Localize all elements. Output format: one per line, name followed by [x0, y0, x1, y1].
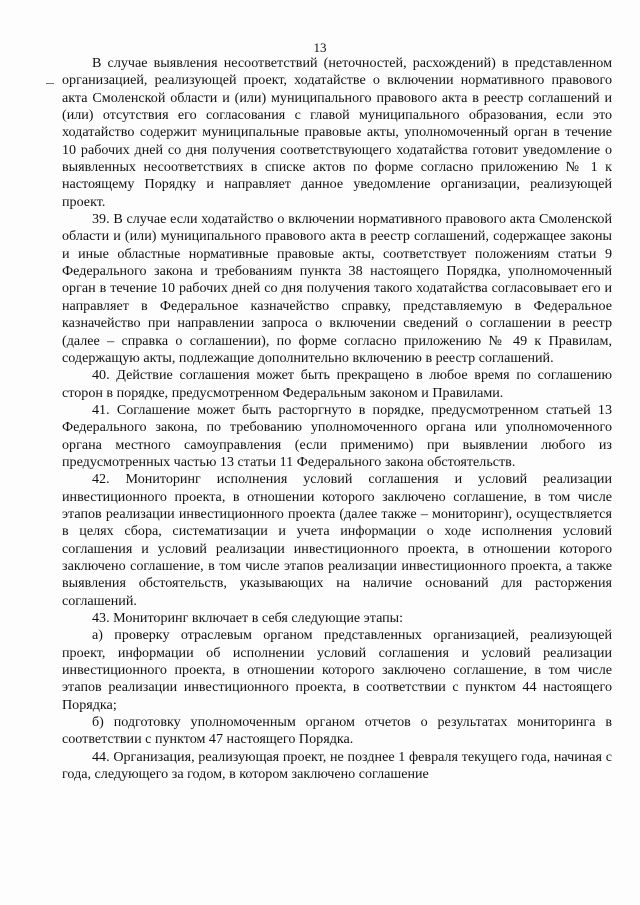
margin-mark [46, 83, 54, 84]
paragraph-43-item-b: б) подготовку уполномоченным органом отчетов о результатах мониторинга в соответствии с пунктом 47 настоящего Порядка. [62, 714, 612, 748]
paragraph-44: 44. Организация, реализующая проект, не позднее 1 февраля текущего года, начиная с года, следующего за годом, в котором заключено соглашение [62, 748, 612, 783]
document-body [62, 55, 612, 783]
paragraph-39: 39. В случае если ходатайство о включении нормативного правового акта Смоленской области и (или) муниципального правового акта в реестр соглашений, содержащее законы и иные областные нормативные правовые акты, соответствует положениям статьи 9 Федерального закона и требованиям пункта 38 настоящего Порядка, уполномоченный орган в течение 10 рабочих дней со дня получения такого ходатайства согласовывает его и направляет в Федеральное казначейство справку, представляемую в Федеральное казначейство при направлении запроса о включении сведений о соглашении в реестр (далее – справка о соглашении), по форме согласно приложению № 49 к Правилам, содержащую акты, подлежащие дополнительно включению в реестр соглашений. [62, 211, 612, 366]
paragraph-41: 41. Соглашение может быть расторгнуто в порядке, предусмотренном статьей 13 Федерального закона, по требованию уполномоченного органа или уполномоченного органа местного самоуправления (если применимо) при выявлении любого из предусмотренных частью 13 статьи 11 Федерального закона обстоятельств. [62, 401, 612, 470]
paragraph-40: 40. Действие соглашения может быть прекращено в любое время по соглашению сторон в порядке, предусмотренном Федеральным законом и Правилами. [62, 367, 612, 401]
page-number: 13 [313, 40, 327, 55]
paragraph-43: 43. Мониторинг включает в себя следующие этапы: [92, 610, 404, 626]
paragraph-38-continuation: В случае выявления несоответствий (неточностей, расхождений) в представленном организацией, реализующей проект, ходатайстве о включении нормативного правового акта Смоленской области и (или) муниципального правового акта в реестр соглашений и (или) отсутствия его согласования с главой муниципального образования, если это ходатайство содержит муниципальные правовые акты, уполномоченный орган в течение 10 рабочих дней со дня получения соответствующего ходатайства готовит уведомление о выявленных несоответствиях в списке актов по форме согласно приложению № 1 к настоящему Порядку и направляет данное уведомление организации, реализующей проект. [62, 55, 612, 210]
paragraph-42: 42. Мониторинг исполнения условий соглашения и условий реализации инвестиционного проекта, в отношении которого заключено соглашение, в том числе этапов реализации инвестиционного проекта (далее также – мониторинг), осуществляется в целях сбора, систематизации и учета информации о ходе исполнения условий соглашения и условий реализации инвестиционного проекта, в отношении которого заключено соглашение, в том числе этапов реализации инвестиционного проекта, а также выявления обстоятельств, указывающих на наличие оснований для расторжения соглашений. [62, 471, 612, 609]
paragraph-43-item-a: а) проверку отраслевым органом представленных организацией, реализующей проект, информации об исполнении условий соглашения и условий реализации инвестиционного проекта, в отношении которого заключено соглашение, в том числе этапов реализации инвестиционного проекта, в соответствии с пунктом 44 настоящего Порядка; [62, 627, 612, 713]
